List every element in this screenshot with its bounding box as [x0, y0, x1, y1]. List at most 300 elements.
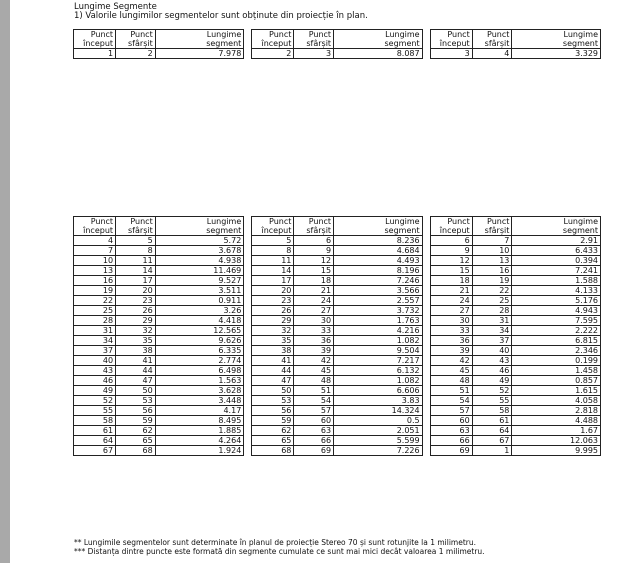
- start-point-cell: 34: [74, 336, 116, 346]
- end-point-cell: 64: [472, 426, 512, 436]
- end-point-cell: 36: [294, 336, 334, 346]
- end-point-cell: 9: [294, 246, 334, 256]
- segment-length-cell: 9.626: [155, 336, 244, 346]
- segment-length-cell: 3.732: [334, 306, 423, 316]
- start-point-cell: 18: [430, 276, 472, 286]
- start-point-cell: 47: [252, 376, 294, 386]
- header-length-line: Lungime: [563, 217, 598, 226]
- header-length-line: Lungime: [563, 30, 598, 39]
- segment-length-cell: 4.264: [155, 436, 244, 446]
- start-point-cell: 12: [430, 256, 472, 266]
- segment-length-cell: 7.217: [334, 356, 423, 366]
- segment-length-cell: 6.498: [155, 366, 244, 376]
- table-row: [74, 446, 601, 456]
- start-point-cell: 49: [74, 386, 116, 396]
- header-length: [512, 30, 601, 49]
- end-point-cell: 18: [294, 276, 334, 286]
- segment-length-cell: 12.063: [512, 436, 601, 446]
- end-point-cell: 11: [116, 256, 156, 266]
- table-row: [74, 306, 601, 316]
- end-point-cell: 47: [116, 376, 156, 386]
- end-point-cell: 7: [472, 236, 512, 246]
- segment-length-cell: 7.978: [155, 49, 244, 59]
- start-point-cell: 54: [430, 396, 472, 406]
- segment-length-cell: 1.082: [334, 336, 423, 346]
- segments-table-main: [73, 216, 601, 456]
- group-gap: [422, 416, 430, 426]
- table-row: [74, 336, 601, 346]
- start-point-cell: 66: [430, 436, 472, 446]
- segment-length-cell: 3.83: [334, 396, 423, 406]
- start-point-cell: 6: [430, 236, 472, 246]
- group-gap: [244, 436, 252, 446]
- segment-length-cell: 1.67: [512, 426, 601, 436]
- table-row: [74, 376, 601, 386]
- start-point-cell: 51: [430, 386, 472, 396]
- start-point-cell: 21: [430, 286, 472, 296]
- group-gap: [244, 396, 252, 406]
- segment-length-cell: 2.91: [512, 236, 601, 246]
- start-point-cell: 69: [430, 446, 472, 456]
- group-gap: [244, 336, 252, 346]
- segment-length-cell: 5.599: [334, 436, 423, 446]
- header-end-point-line: sfârșit: [306, 39, 332, 48]
- start-point-cell: 68: [252, 446, 294, 456]
- start-point-cell: 53: [252, 396, 294, 406]
- segment-length-cell: 1.763: [334, 316, 423, 326]
- table-row: [74, 49, 601, 59]
- segment-length-cell: 9.995: [512, 446, 601, 456]
- segment-length-cell: 8.087: [334, 49, 423, 59]
- segment-length-cell: 0.5: [334, 416, 423, 426]
- segment-length-cell: 0.199: [512, 356, 601, 366]
- start-point-cell: 14: [252, 266, 294, 276]
- end-point-cell: 61: [472, 416, 512, 426]
- table-row: [74, 366, 601, 376]
- segment-length-cell: 8.196: [334, 266, 423, 276]
- segment-length-cell: 4.216: [334, 326, 423, 336]
- start-point-cell: 60: [430, 416, 472, 426]
- header-length-line: Lungime: [206, 217, 242, 226]
- table-row: [74, 246, 601, 256]
- segment-length-cell: 0.394: [512, 256, 601, 266]
- group-gap: [244, 49, 252, 59]
- group-gap: [244, 217, 252, 236]
- end-point-cell: 21: [294, 286, 334, 296]
- segment-length-cell: 3.511: [155, 286, 244, 296]
- group-gap: [244, 306, 252, 316]
- start-point-cell: 43: [74, 366, 116, 376]
- footnote-rounding: ** Lungimile segmentelor sunt determinate în planul de proiecție Stereo 70 și sunt rotunjite la 1 milimetru.: [74, 538, 476, 547]
- end-point-cell: 59: [116, 416, 156, 426]
- segment-length-cell: 8.236: [334, 236, 423, 246]
- end-point-cell: 33: [294, 326, 334, 336]
- segment-length-cell: 2.774: [155, 356, 244, 366]
- start-point-cell: 46: [74, 376, 116, 386]
- group-gap: [422, 356, 430, 366]
- segment-length-cell: 2.557: [334, 296, 423, 306]
- start-point-cell: 65: [252, 436, 294, 446]
- start-point-cell: 9: [430, 246, 472, 256]
- table-row: [74, 326, 601, 336]
- group-gap: [244, 386, 252, 396]
- group-gap: [422, 236, 430, 246]
- header-end-point-line: sfârșit: [484, 39, 510, 48]
- group-gap: [422, 256, 430, 266]
- start-point-cell: 31: [74, 326, 116, 336]
- end-point-cell: 31: [472, 316, 512, 326]
- start-point-cell: 58: [74, 416, 116, 426]
- end-point-cell: 25: [472, 296, 512, 306]
- end-point-cell: 27: [294, 306, 334, 316]
- segment-length-cell: 1.563: [155, 376, 244, 386]
- table-row: [74, 236, 601, 246]
- segment-length-cell: 1.082: [334, 376, 423, 386]
- start-point-cell: 64: [74, 436, 116, 446]
- header-start-point-line: început: [439, 226, 470, 235]
- group-gap: [244, 276, 252, 286]
- segment-length-cell: 4.133: [512, 286, 601, 296]
- header-end-point: [472, 217, 512, 236]
- header-length-line: segment: [206, 39, 242, 48]
- segment-length-cell: 2.222: [512, 326, 601, 336]
- group-gap: [422, 386, 430, 396]
- group-gap: [422, 316, 430, 326]
- group-gap: [422, 286, 430, 296]
- group-gap: [244, 376, 252, 386]
- segment-length-cell: 6.132: [334, 366, 423, 376]
- header-start-point-line: Punct: [269, 217, 292, 226]
- start-point-cell: 28: [74, 316, 116, 326]
- end-point-cell: 60: [294, 416, 334, 426]
- table-row: [74, 386, 601, 396]
- group-gap: [244, 30, 252, 49]
- table-row: [74, 346, 601, 356]
- end-point-cell: 69: [294, 446, 334, 456]
- header-length: [512, 217, 601, 236]
- start-point-cell: 25: [74, 306, 116, 316]
- start-point-cell: 1: [74, 49, 116, 59]
- group-gap: [244, 356, 252, 366]
- start-point-cell: 26: [252, 306, 294, 316]
- start-point-cell: 17: [252, 276, 294, 286]
- segment-length-cell: 14.324: [334, 406, 423, 416]
- end-point-cell: 22: [472, 286, 512, 296]
- end-point-cell: 13: [472, 256, 512, 266]
- start-point-cell: 11: [252, 256, 294, 266]
- segment-length-cell: 12.565: [155, 326, 244, 336]
- end-point-cell: 32: [116, 326, 156, 336]
- start-point-cell: 20: [252, 286, 294, 296]
- end-point-cell: 6: [294, 236, 334, 246]
- segment-length-cell: 1.588: [512, 276, 601, 286]
- segment-length-cell: 1.458: [512, 366, 601, 376]
- start-point-cell: 57: [430, 406, 472, 416]
- group-gap: [422, 326, 430, 336]
- header-row: [74, 217, 601, 236]
- header-end-point-line: sfârșit: [128, 39, 153, 48]
- page-title: Lungime Segmente: [74, 2, 157, 12]
- end-point-cell: 44: [116, 366, 156, 376]
- end-point-cell: 10: [472, 246, 512, 256]
- group-gap: [244, 326, 252, 336]
- group-gap: [422, 376, 430, 386]
- group-gap: [422, 436, 430, 446]
- header-length-line: segment: [384, 39, 420, 48]
- start-point-cell: 2: [252, 49, 294, 59]
- segment-length-cell: 0.857: [512, 376, 601, 386]
- segment-length-cell: 4.493: [334, 256, 423, 266]
- start-point-cell: 61: [74, 426, 116, 436]
- start-point-cell: 30: [430, 316, 472, 326]
- group-gap: [422, 306, 430, 316]
- start-point-cell: 41: [252, 356, 294, 366]
- segment-length-cell: 4.684: [334, 246, 423, 256]
- segment-length-cell: 0.911: [155, 296, 244, 306]
- header-start-point: [74, 30, 116, 49]
- end-point-cell: 51: [294, 386, 334, 396]
- group-gap: [422, 426, 430, 436]
- header-start-point-line: început: [261, 226, 292, 235]
- group-gap: [422, 276, 430, 286]
- end-point-cell: 15: [294, 266, 334, 276]
- group-gap: [244, 426, 252, 436]
- start-point-cell: 45: [430, 366, 472, 376]
- group-gap: [422, 336, 430, 346]
- header-end-point-line: Punct: [130, 217, 153, 226]
- header-end-point-line: Punct: [130, 30, 153, 39]
- table-row: [74, 406, 601, 416]
- start-point-cell: 3: [430, 49, 472, 59]
- group-gap: [422, 296, 430, 306]
- header-start-point: [252, 30, 294, 49]
- end-point-cell: 67: [472, 436, 512, 446]
- end-point-cell: 57: [294, 406, 334, 416]
- start-point-cell: 4: [74, 236, 116, 246]
- end-point-cell: 37: [472, 336, 512, 346]
- end-point-cell: 19: [472, 276, 512, 286]
- segment-length-cell: 6.335: [155, 346, 244, 356]
- table-row: [74, 296, 601, 306]
- end-point-cell: 26: [116, 306, 156, 316]
- header-length-line: Lungime: [385, 217, 420, 226]
- end-point-cell: 14: [116, 266, 156, 276]
- header-end-point: [116, 30, 156, 49]
- group-gap: [244, 416, 252, 426]
- header-length-line: segment: [384, 226, 420, 235]
- start-point-cell: 13: [74, 266, 116, 276]
- window-left-edge: [0, 0, 10, 563]
- header-start-point-line: Punct: [90, 217, 114, 226]
- header-length: [334, 217, 423, 236]
- end-point-cell: 34: [472, 326, 512, 336]
- end-point-cell: 50: [116, 386, 156, 396]
- end-point-cell: 23: [116, 296, 156, 306]
- start-point-cell: 56: [252, 406, 294, 416]
- header-start-point-line: început: [261, 39, 292, 48]
- header-start-point: [430, 30, 472, 49]
- end-point-cell: 48: [294, 376, 334, 386]
- end-point-cell: 35: [116, 336, 156, 346]
- header-end-point-line: Punct: [487, 217, 510, 226]
- header-end-point-line: Punct: [487, 30, 510, 39]
- page-subtitle: 1) Valorile lungimilor segmentelor sunt obținute din proiecție în plan.: [74, 11, 368, 21]
- end-point-cell: 42: [294, 356, 334, 366]
- group-gap: [244, 256, 252, 266]
- start-point-cell: 39: [430, 346, 472, 356]
- segment-length-cell: 8.495: [155, 416, 244, 426]
- group-gap: [422, 246, 430, 256]
- header-end-point-line: Punct: [308, 217, 332, 226]
- start-point-cell: 19: [74, 286, 116, 296]
- segment-length-cell: 3.566: [334, 286, 423, 296]
- segment-length-cell: 6.815: [512, 336, 601, 346]
- header-start-point-line: început: [83, 39, 114, 48]
- start-point-cell: 62: [252, 426, 294, 436]
- table-row: [74, 286, 601, 296]
- header-start-point: [430, 217, 472, 236]
- group-gap: [422, 30, 430, 49]
- footnote-cumulative: *** Distanța dintre puncte este formată din segmente cumulate ce sunt mai mici decât valoarea 1 milimetru.: [74, 547, 485, 556]
- group-gap: [422, 49, 430, 59]
- table-row: [74, 276, 601, 286]
- header-length: [155, 30, 244, 49]
- header-end-point: [472, 30, 512, 49]
- start-point-cell: 22: [74, 296, 116, 306]
- segment-length-cell: 7.595: [512, 316, 601, 326]
- end-point-cell: 17: [116, 276, 156, 286]
- group-gap: [422, 396, 430, 406]
- end-point-cell: 66: [294, 436, 334, 446]
- start-point-cell: 15: [430, 266, 472, 276]
- group-gap: [244, 286, 252, 296]
- start-point-cell: 8: [252, 246, 294, 256]
- header-start-point-line: Punct: [269, 30, 292, 39]
- end-point-cell: 68: [116, 446, 156, 456]
- segment-length-cell: 4.488: [512, 416, 601, 426]
- segment-length-cell: 6.433: [512, 246, 601, 256]
- start-point-cell: 50: [252, 386, 294, 396]
- start-point-cell: 63: [430, 426, 472, 436]
- header-start-point: [74, 217, 116, 236]
- start-point-cell: 32: [252, 326, 294, 336]
- segment-length-cell: 4.058: [512, 396, 601, 406]
- start-point-cell: 7: [74, 246, 116, 256]
- header-end-point: [116, 217, 156, 236]
- segment-length-cell: 5.72: [155, 236, 244, 246]
- header-length: [334, 30, 423, 49]
- table-row: [74, 256, 601, 266]
- end-point-cell: 5: [116, 236, 156, 246]
- start-point-cell: 40: [74, 356, 116, 366]
- segment-length-cell: 2.051: [334, 426, 423, 436]
- segment-length-cell: 3.329: [512, 49, 601, 59]
- header-length: [155, 217, 244, 236]
- end-point-cell: 1: [472, 446, 512, 456]
- header-end-point-line: sfârșit: [484, 226, 510, 235]
- end-point-cell: 24: [294, 296, 334, 306]
- end-point-cell: 46: [472, 366, 512, 376]
- group-gap: [244, 266, 252, 276]
- table-row: [74, 396, 601, 406]
- end-point-cell: 63: [294, 426, 334, 436]
- segment-length-cell: 7.226: [334, 446, 423, 456]
- start-point-cell: 55: [74, 406, 116, 416]
- end-point-cell: 53: [116, 396, 156, 406]
- start-point-cell: 48: [430, 376, 472, 386]
- start-point-cell: 42: [430, 356, 472, 366]
- end-point-cell: 2: [116, 49, 156, 59]
- end-point-cell: 43: [472, 356, 512, 366]
- segment-length-cell: 5.176: [512, 296, 601, 306]
- table-row: [74, 266, 601, 276]
- end-point-cell: 65: [116, 436, 156, 446]
- segment-length-cell: 11.469: [155, 266, 244, 276]
- segment-length-cell: 1.924: [155, 446, 244, 456]
- segment-length-cell: 3.26: [155, 306, 244, 316]
- start-point-cell: 24: [430, 296, 472, 306]
- end-point-cell: 45: [294, 366, 334, 376]
- start-point-cell: 52: [74, 396, 116, 406]
- end-point-cell: 16: [472, 266, 512, 276]
- start-point-cell: 33: [430, 326, 472, 336]
- group-gap: [244, 446, 252, 456]
- table-row: [74, 436, 601, 446]
- end-point-cell: 52: [472, 386, 512, 396]
- segment-length-cell: 1.615: [512, 386, 601, 396]
- table-row: [74, 316, 601, 326]
- end-point-cell: 38: [116, 346, 156, 356]
- header-length-line: segment: [562, 226, 598, 235]
- table-row: [74, 416, 601, 426]
- header-start-point-line: Punct: [447, 217, 470, 226]
- start-point-cell: 37: [74, 346, 116, 356]
- group-gap: [244, 296, 252, 306]
- header-end-point-line: sfârșit: [306, 226, 332, 235]
- group-gap: [244, 316, 252, 326]
- table-row: [74, 426, 601, 436]
- segment-length-cell: 6.606: [334, 386, 423, 396]
- end-point-cell: 49: [472, 376, 512, 386]
- segment-length-cell: 3.448: [155, 396, 244, 406]
- segment-length-cell: 4.17: [155, 406, 244, 416]
- start-point-cell: 27: [430, 306, 472, 316]
- end-point-cell: 39: [294, 346, 334, 356]
- group-gap: [422, 217, 430, 236]
- start-point-cell: 16: [74, 276, 116, 286]
- group-gap: [422, 406, 430, 416]
- segment-length-cell: 1.885: [155, 426, 244, 436]
- start-point-cell: 10: [74, 256, 116, 266]
- header-start-point-line: Punct: [90, 30, 114, 39]
- header-start-point-line: Punct: [447, 30, 470, 39]
- group-gap: [422, 446, 430, 456]
- end-point-cell: 4: [472, 49, 512, 59]
- header-end-point: [294, 30, 334, 49]
- end-point-cell: 12: [294, 256, 334, 266]
- end-point-cell: 56: [116, 406, 156, 416]
- segment-length-cell: 3.628: [155, 386, 244, 396]
- end-point-cell: 62: [116, 426, 156, 436]
- segment-length-cell: 3.678: [155, 246, 244, 256]
- end-point-cell: 41: [116, 356, 156, 366]
- end-point-cell: 55: [472, 396, 512, 406]
- header-end-point-line: sfârșit: [128, 226, 153, 235]
- end-point-cell: 8: [116, 246, 156, 256]
- header-end-point-line: Punct: [308, 30, 332, 39]
- start-point-cell: 29: [252, 316, 294, 326]
- start-point-cell: 38: [252, 346, 294, 356]
